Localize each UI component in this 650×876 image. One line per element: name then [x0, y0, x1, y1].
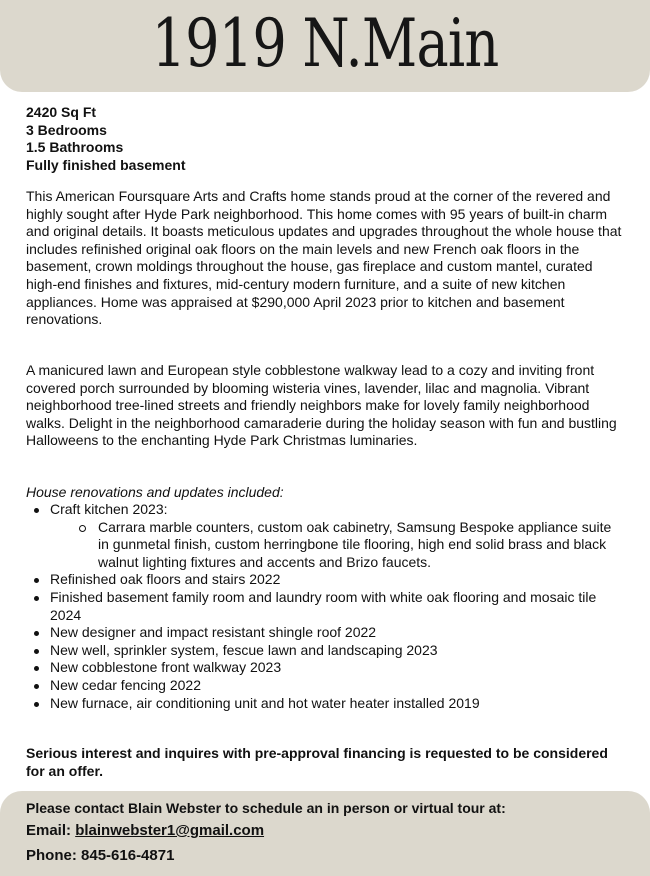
- page-title: 1919 N.Main: [151, 5, 499, 82]
- sub-list-item: Carrara marble counters, custom oak cabinetry, Samsung Bespoke appliance suite in gunmetal finish, custom herringbone tile flooring, high end solid brass and black walnut lighting fixtures and accents and Brizo faucets.: [50, 519, 626, 572]
- description-paragraph-1: This American Foursquare Arts and Crafts home stands proud at the corner of the revered and highly sought after Hyde Park neighborhood. This home comes with 95 years of built-in charm and original details. It boasts meticulous updates and upgrades throughout the whole house that includes refinished original oak floors on the main levels and new French oak floors in the basement, crown moldings throughout the house, gas fireplace and custom mantel, curated high-end finishes and fixtures, mid-century modern furniture, and a suite of new kitchen appliances. Home was appraised at $290,000 April 2023 prior to kitchen and basement renovations.: [26, 188, 622, 328]
- fact-bathrooms: 1.5 Bathrooms: [26, 139, 124, 155]
- list-item: New well, sprinkler system, fescue lawn and landscaping 2023: [26, 642, 626, 660]
- contact-phone-row: [26, 847, 174, 864]
- list-item: New cedar fencing 2022: [26, 677, 626, 695]
- list-item: Refinished oak floors and stairs 2022: [26, 571, 626, 589]
- fact-bedrooms: 3 Bedrooms: [26, 121, 107, 138]
- email-link[interactable]: blainwebster1@gmail.com: [75, 822, 265, 839]
- kitchen-sub-list: [50, 519, 626, 572]
- fact-sqft: 2420 Sq Ft: [26, 104, 97, 120]
- email-label: Email:: [26, 822, 72, 839]
- property-facts: [26, 104, 185, 174]
- phone-number: 845-616-4871: [81, 847, 175, 864]
- renovations-heading: House renovations and updates included:: [26, 484, 284, 500]
- list-item: Finished basement family room and laundry room with white oak flooring and mosaic tile 2024: [26, 589, 626, 624]
- list-item: New furnace, air conditioning unit and hot water heater installed 2019: [26, 695, 626, 713]
- list-item: New cobblestone front walkway 2023: [26, 659, 626, 677]
- list-item: New designer and impact resistant shingle roof 2022: [26, 624, 626, 642]
- list-item: [26, 501, 626, 571]
- phone-label: Phone:: [26, 847, 77, 864]
- contact-email-row: [26, 822, 264, 839]
- closing-note: Serious interest and inquires with pre-approval financing is requested to be considered for an offer.: [26, 745, 608, 779]
- description-paragraph-2: A manicured lawn and European style cobblestone walkway lead to a cozy and inviting front covered porch surrounded by blooming wisteria vines, lavender, lilac and magnolia. Vibrant neighborhood tree-lined streets and friendly neighbors make for lovely family neighborhood walks. Delight in the neighborhood camaraderie during the holiday season with fun and bustling Halloweens to the enchanting Hyde Park Christmas luminaries.: [26, 362, 617, 449]
- fact-basement: Fully finished basement: [26, 156, 186, 173]
- contact-intro: Please contact Blain Webster to schedule an in person or virtual tour at:: [26, 800, 506, 816]
- renovations-list: [26, 501, 626, 712]
- list-item-text: Craft kitchen 2023:: [50, 501, 168, 517]
